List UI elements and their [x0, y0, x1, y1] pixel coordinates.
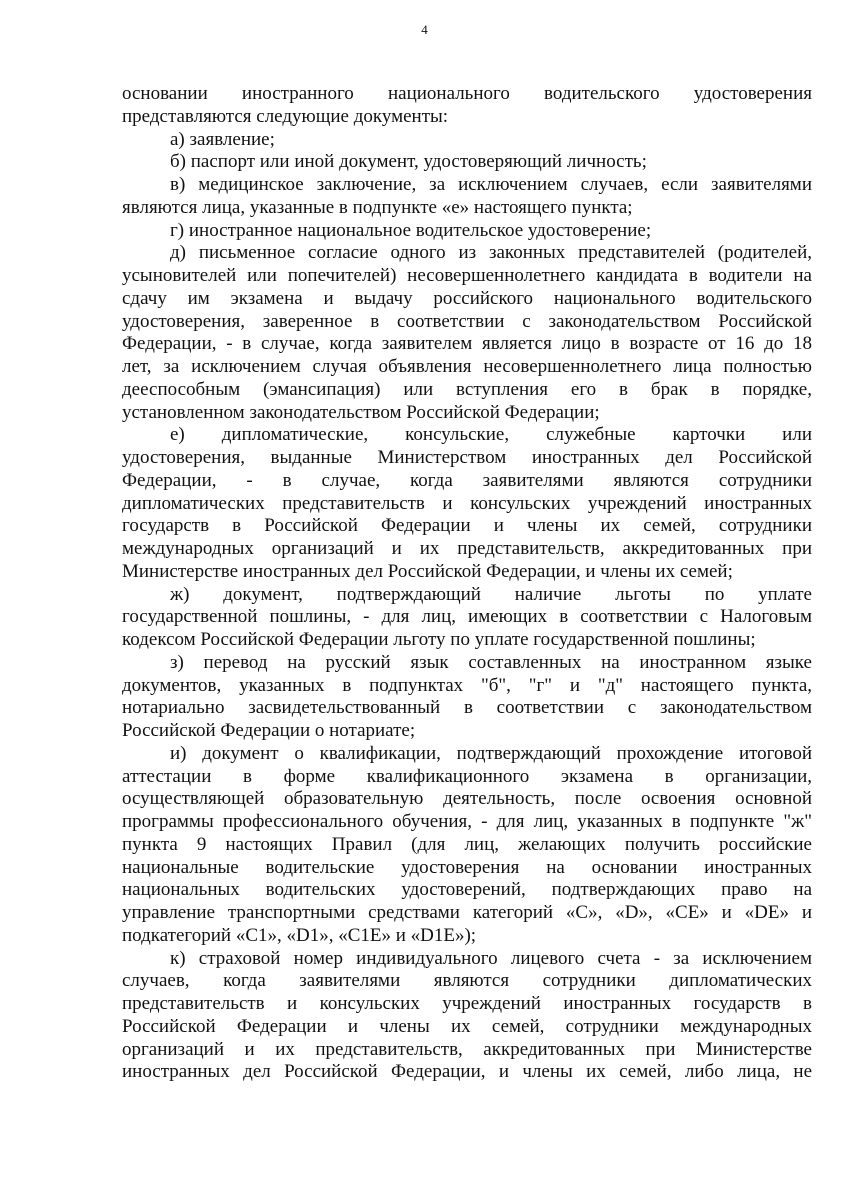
text-line: являются лица, указанные в подпункте «е» настоящего пункта; — [122, 196, 633, 218]
text-line: Российской Федерации о нотариате; — [122, 720, 416, 741]
text-line: национальные водительские удостоверения на основании иностранных — [122, 856, 812, 878]
list-item-paragraph — [122, 652, 812, 743]
text-line: а) заявление; — [170, 128, 275, 150]
text-line: осуществляющей образовательную деятельность, после освоения основной — [122, 788, 812, 810]
text-line: случаев, когда заявителями являются сотрудники дипломатических — [122, 970, 812, 992]
text-line: Федерации, - в случае, когда заявителями являются сотрудники — [122, 469, 812, 491]
text-line: установленном законодательством Российской Федерации; — [122, 401, 600, 423]
text-line: представительств и консульских учреждений иностранных государств в — [122, 993, 812, 1014]
text-line: нотариально засвидетельствованный в соответствии с законодательством — [122, 697, 812, 719]
text-line: ж) документ, подтверждающий наличие льготы по уплате — [170, 583, 812, 605]
text-line: в) медицинское заключение, за исключением случаев, если заявителями — [170, 174, 812, 195]
text-line: подкатегорий «C1», «D1», «C1E» и «D1E»); — [122, 924, 477, 946]
list-item-paragraph — [122, 242, 812, 424]
document-body — [122, 83, 812, 1084]
text-line: иностранных дел Российской Федерации, и члены их семей, либо лица, не — [122, 1061, 812, 1083]
text-line: Российской Федерации и члены их семей, сотрудники международных — [122, 1015, 812, 1037]
text-line: кодексом Российской Федерации льготу по уплате государственной пошлины; — [122, 629, 756, 650]
text-line: е) дипломатические, консульские, служебные карточки или — [170, 424, 812, 446]
list-item-paragraph — [122, 424, 812, 583]
paragraph-continuation — [122, 83, 812, 129]
list-item-paragraph — [122, 948, 812, 1085]
text-line: программы профессионального обучения, - для лиц, указанных в подпункте "ж" — [122, 811, 812, 832]
text-line: управление транспортными средствами категорий «C», «D», «CE» и «DE» и — [122, 902, 812, 923]
text-line: международных организаций и их представительств, аккредитованных при — [122, 538, 812, 559]
text-line: и) документ о квалификации, подтверждающий прохождение итоговой — [170, 742, 812, 764]
list-item-paragraph — [122, 174, 812, 220]
list-item-paragraph — [122, 584, 812, 652]
text-line: сдачу им экзамена и выдачу российского национального водительского — [122, 287, 812, 309]
list-item-paragraph — [122, 220, 812, 243]
list-item-paragraph — [122, 151, 812, 174]
list-item-paragraph — [122, 743, 812, 948]
text-line: основании иностранного национального водительского удостоверения — [122, 83, 812, 104]
text-line: усыновителей или попечителей) несовершеннолетнего кандидата в водители на — [122, 265, 812, 286]
text-line: д) письменное согласие одного из законных представителей (родителей, — [170, 242, 812, 264]
text-line: г) иностранное национальное водительское удостоверение; — [170, 219, 652, 241]
text-line: к) страховой номер индивидуального лицевого счета - за исключением — [170, 947, 812, 969]
text-line: лет, за исключением случая объявления несовершеннолетнего лица полностью — [122, 356, 812, 377]
text-line: з) перевод на русский язык составленных на иностранном языке — [170, 651, 812, 673]
text-line: пункта 9 настоящих Правил (для лиц, желающих получить российские — [122, 833, 812, 855]
text-line: удостоверения, выданные Министерством иностранных дел Российской — [122, 447, 812, 468]
text-line: документов, указанных в подпунктах "б", "г" и "д" настоящего пункта, — [122, 674, 812, 696]
text-line: государств в Российской Федерации и члены их семей, сотрудники — [122, 515, 812, 537]
text-line: представляются следующие документы: — [122, 105, 449, 127]
text-line: организаций и их представительств, аккредитованных при Министерстве — [122, 1038, 812, 1060]
page-number: 4 — [421, 22, 428, 37]
text-line: б) паспорт или иной документ, удостоверяющий личность; — [170, 151, 647, 173]
text-line: Федерации, - в случае, когда заявителем является лицо в возрасте от 16 до 18 — [122, 333, 812, 355]
list-item-paragraph — [122, 129, 812, 152]
text-line: дипломатических представительств и консульских учреждений иностранных — [122, 492, 812, 514]
text-line: удостоверения, заверенное в соответствии с законодательством Российской — [122, 310, 812, 332]
text-line: дееспособным (эмансипация) или вступления его в брак в порядке, — [122, 378, 812, 400]
text-line: Министерстве иностранных дел Российской Федерации, и члены их семей; — [122, 560, 733, 582]
text-line: государственной пошлины, - для лиц, имеющих в соответствии с Налоговым — [122, 606, 812, 628]
text-line: аттестации в форме квалификационного экзамена в организации, — [122, 765, 812, 787]
text-line: национальных водительских удостоверений, подтверждающих право на — [122, 879, 812, 901]
